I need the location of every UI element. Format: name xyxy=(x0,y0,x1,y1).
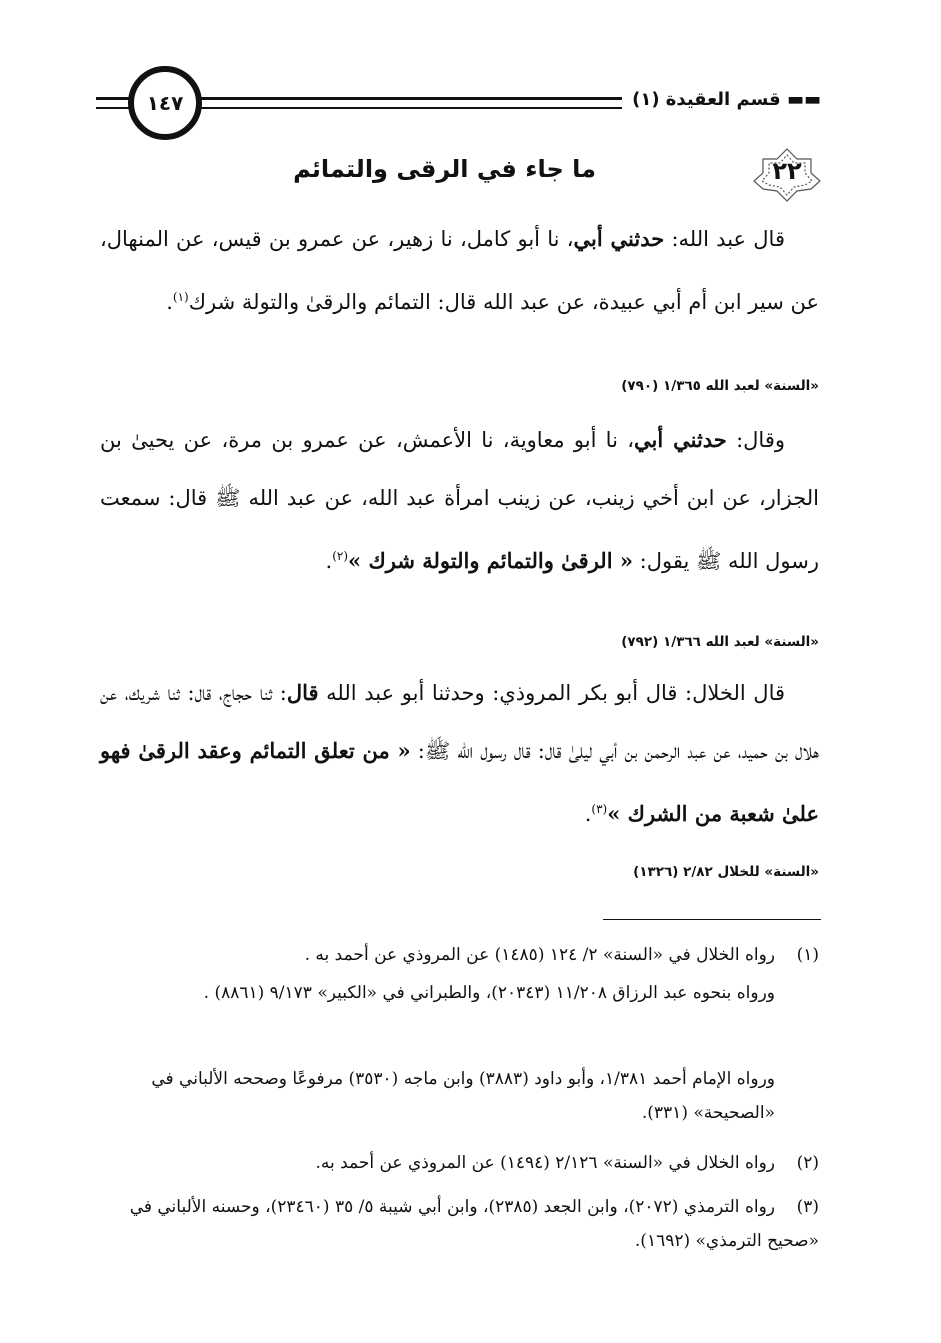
paragraph-end: . xyxy=(166,290,173,314)
hadith-quote: « الرقىٰ والتمائم والتولة شرك » xyxy=(348,548,633,573)
footnote-item xyxy=(100,976,819,1010)
footnote-text: ورواه الإمام أحمد ١/٣٨١، وأبو داود (٣٨٨٣) وابن ماجه (٣٥٣٠) مرفوعًا وصححه الألباني في «الصحيحة» (٣٣١). xyxy=(151,1069,775,1123)
footnote-item xyxy=(100,1062,819,1130)
footnote-number: (١) xyxy=(796,945,819,965)
running-header-title xyxy=(622,86,821,114)
footnote-number: (٣) xyxy=(796,1197,819,1217)
paragraph-bold-text: حدثني أبي xyxy=(573,226,665,251)
footnote-item xyxy=(100,1190,819,1258)
paragraph-bold-text: حدثني أبي xyxy=(634,427,727,452)
footnote-text: ورواه بنحوه عبد الرزاق ١١/٢٠٨ (٢٠٣٤٣)، والطبراني في «الكبير» ٩/١٧٣ (٨٨٦١) . xyxy=(203,983,775,1003)
page-number-badge xyxy=(128,66,202,140)
footnote-text: رواه الخلال في «السنة» ٢/ ١٢٤ (١٤٨٥) عن المروذي عن أحمد به . xyxy=(304,945,775,965)
paragraph-text: ، نا أبو كامل، نا زهير، عن عمرو بن قيس، عن المنهال، عن سير ابن أم أبي عبيدة، عن عبد الله قال: التمائم والرقىٰ والتولة شرك xyxy=(100,227,819,314)
paragraph-end: . xyxy=(584,802,592,826)
footnote-number: (٢) xyxy=(796,1153,819,1173)
hadith-quote: « من تعلق التمائم وعقد الرقىٰ فهو علىٰ شعبة من الشرك » xyxy=(100,738,819,826)
footnote-text: رواه الخلال في «السنة» ٢/١٢٦ (١٤٩٤) عن المروذي عن أحمد به. xyxy=(315,1153,775,1173)
hadith-paragraph xyxy=(100,210,819,331)
paragraph-bold-text: قال xyxy=(286,680,319,705)
header-ornament: ▬▬ xyxy=(780,89,821,110)
footnote-ref[interactable]: (١) xyxy=(172,290,189,304)
paragraph-text: ، نا أبو معاوية، نا الأعمش، عن عمرو بن مرة، عن يحيىٰ بن الجزار، عن ابن أخي زينب، عن زينب امرأة عبد الله، عن عبد الله ﷺ قال: سمعت رسول الله ﷺ يقول: xyxy=(100,428,819,573)
chapter-number: ٢٢ xyxy=(772,157,802,185)
footnote-text: رواه الترمذي (٢٠٧٢)، وابن الجعد (٢٣٨٥)، وابن أبي شيبة ٥/ ٣٥ (٢٣٤٦٠)، وحسنه الألباني في «صحيح الترمذي» (١٦٩٢). xyxy=(129,1197,819,1251)
chapter-number-badge xyxy=(750,145,824,205)
paragraph-text: قال عبد الله: xyxy=(664,227,785,251)
hadith-paragraph xyxy=(100,411,819,590)
source-citation: «السنة» للخلال ٢/٨٢ (١٣٢٦) xyxy=(633,864,819,880)
page-number: ١٤٧ xyxy=(146,91,184,115)
footnote-ref[interactable]: (٣) xyxy=(591,802,608,816)
chapter-title: ما جاء في الرقى والتمائم xyxy=(293,155,596,183)
footnote-ref[interactable]: (٢) xyxy=(332,549,349,563)
paragraph-text: قال الخلال: قال أبو بكر المروذي: وحدثنا أبو عبد الله xyxy=(318,681,786,705)
source-citation: «السنة» لعبد الله ١/٣٦٦ (٧٩٢) xyxy=(621,634,819,650)
footnote-item xyxy=(100,938,819,972)
hadith-paragraph xyxy=(100,664,819,843)
section-title: قسم العقيدة (١) xyxy=(632,89,781,110)
paragraph-end: . xyxy=(325,549,333,573)
footnote-item xyxy=(100,1146,819,1180)
source-citation: «السنة» لعبد الله ١/٣٦٥ (٧٩٠) xyxy=(621,378,819,394)
paragraph-text: وقال: xyxy=(726,428,785,452)
footnote-separator xyxy=(603,919,821,920)
paragraph-text: : ثنا حجاج، قال: ثنا شريك، عن هلال بن حميد، عن عبد الرحمن بن أبي ليلىٰ قال: قال رسول الله ﷺ: xyxy=(100,681,819,763)
